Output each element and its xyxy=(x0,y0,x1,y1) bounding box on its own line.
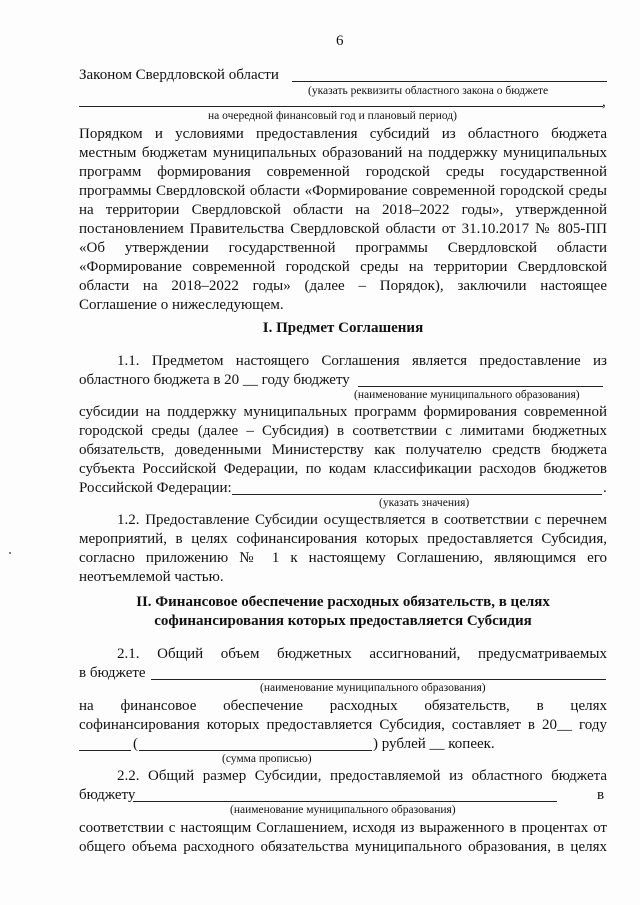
intro-line: Соглашение о нижеследующем. xyxy=(79,297,284,313)
p21-line: 2.1. Общий объем бюджетных ассигнований, предусматриваемых xyxy=(117,646,607,662)
p11-line: Российской Федерации: xyxy=(79,480,232,496)
p12-line: мероприятий, в целях софинансирования которых предоставляется Субсидия, xyxy=(79,531,607,547)
municipality-blank-line xyxy=(358,386,603,387)
p22-line: в xyxy=(597,787,605,803)
intro-line: программы Свердловской области «Формирование современной городской среды xyxy=(79,183,607,199)
p21-line: в бюджете xyxy=(79,665,146,681)
p11-line: 1.1. Предметом настоящего Соглашения является предоставление из xyxy=(117,353,607,369)
p11-line: субъекта Российской Федерации, по кодам классификации расходов бюджетов xyxy=(79,461,607,477)
budget-blank-line xyxy=(151,679,606,680)
law-blank-line-2 xyxy=(79,106,603,107)
intro-line: местным бюджетам муниципальных образований на поддержку муниципальных xyxy=(79,145,607,161)
p22-line: бюджету xyxy=(79,787,136,803)
intro-line: постановлением Правительства Свердловской области от 31.10.2017 № 805-ПП xyxy=(79,221,607,237)
section-2-heading: софинансирования которых предоставляется Субсидия xyxy=(154,613,532,629)
p11-line: областного бюджета в 20 __ году бюджету xyxy=(79,372,350,388)
p22-line: соответствии с настоящим Соглашением, исходя из выраженного в процентах от xyxy=(79,820,607,836)
intro-line: области на 2018–2022 годы» (далее – Порядок), заключили настоящее xyxy=(79,278,607,294)
p22-line: 2.2. Общий размер Субсидии, предоставляемой из областного бюджета xyxy=(117,768,607,784)
p12-line: 1.2. Предоставление Субсидии осуществляется в соответствии с перечнем xyxy=(117,512,607,528)
subsidy-blank-line xyxy=(133,801,557,802)
p21-line: ) рублей __ копеек. xyxy=(373,736,495,752)
p21-line: софинансирования которых предоставляется Субсидия, составляет в 20__ году xyxy=(79,717,607,733)
section-1-heading: I. Предмет Соглашения xyxy=(262,320,424,336)
section-2-heading: II. Финансовое обеспечение расходных обязательств, в целях xyxy=(136,594,550,610)
p12-line: неотъемлемой частью. xyxy=(79,569,224,585)
p21-paren-open: ( xyxy=(133,736,138,752)
p21-line: на финансовое обеспечение расходных обязательств, в целях xyxy=(79,698,607,714)
p22-line: общего объема расходного обязательства муниципального образования, в целях xyxy=(79,839,607,855)
p22-hint: (наименование муниципального образования) xyxy=(230,804,456,816)
law-label: Законом Свердловской области xyxy=(79,67,279,83)
law-hint-2: на очередной финансовый год и плановый период) xyxy=(208,110,457,122)
p11-period: . xyxy=(603,480,607,496)
p11-hint-2: (указать значения) xyxy=(379,497,470,509)
p21-hint: (наименование муниципального образования) xyxy=(260,682,486,694)
intro-line: «Формирование современной городской среды на территории Свердловской xyxy=(79,259,607,275)
intro-line: программ формирования современной городской среды государственной xyxy=(79,164,607,180)
p11-line: городской среды (далее – Субсидия) в соответствии с лимитами бюджетных xyxy=(79,423,607,439)
law-comma: , xyxy=(602,94,606,110)
p21-hint-2: (сумма прописью) xyxy=(222,753,312,765)
intro-line: «Об утверждении государственной программы Свердловской области xyxy=(79,240,607,256)
intro-line: на территории Свердловской области на 2018–2022 годы», утвержденной xyxy=(79,202,607,218)
scan-mark xyxy=(9,552,11,554)
law-hint: (указать реквизиты областного закона о бюджете xyxy=(308,85,549,97)
values-blank-line xyxy=(232,494,602,495)
amount-blank-line xyxy=(79,750,131,751)
law-blank-line xyxy=(292,81,607,82)
p11-line: субсидии на поддержку муниципальных программ формирования современной xyxy=(79,404,607,420)
p11-hint: (наименование муниципального образования) xyxy=(354,389,580,401)
p11-line: обязательств, доведенными Министерству как получателю средств бюджета xyxy=(79,442,607,458)
p12-line: согласно приложению № 1 к настоящему Соглашению, являющимся его xyxy=(79,550,607,566)
amount-words-blank-line xyxy=(139,750,372,751)
page-number: 6 xyxy=(336,33,344,49)
intro-line: Порядком и условиями предоставления субсидий из областного бюджета xyxy=(79,126,607,142)
